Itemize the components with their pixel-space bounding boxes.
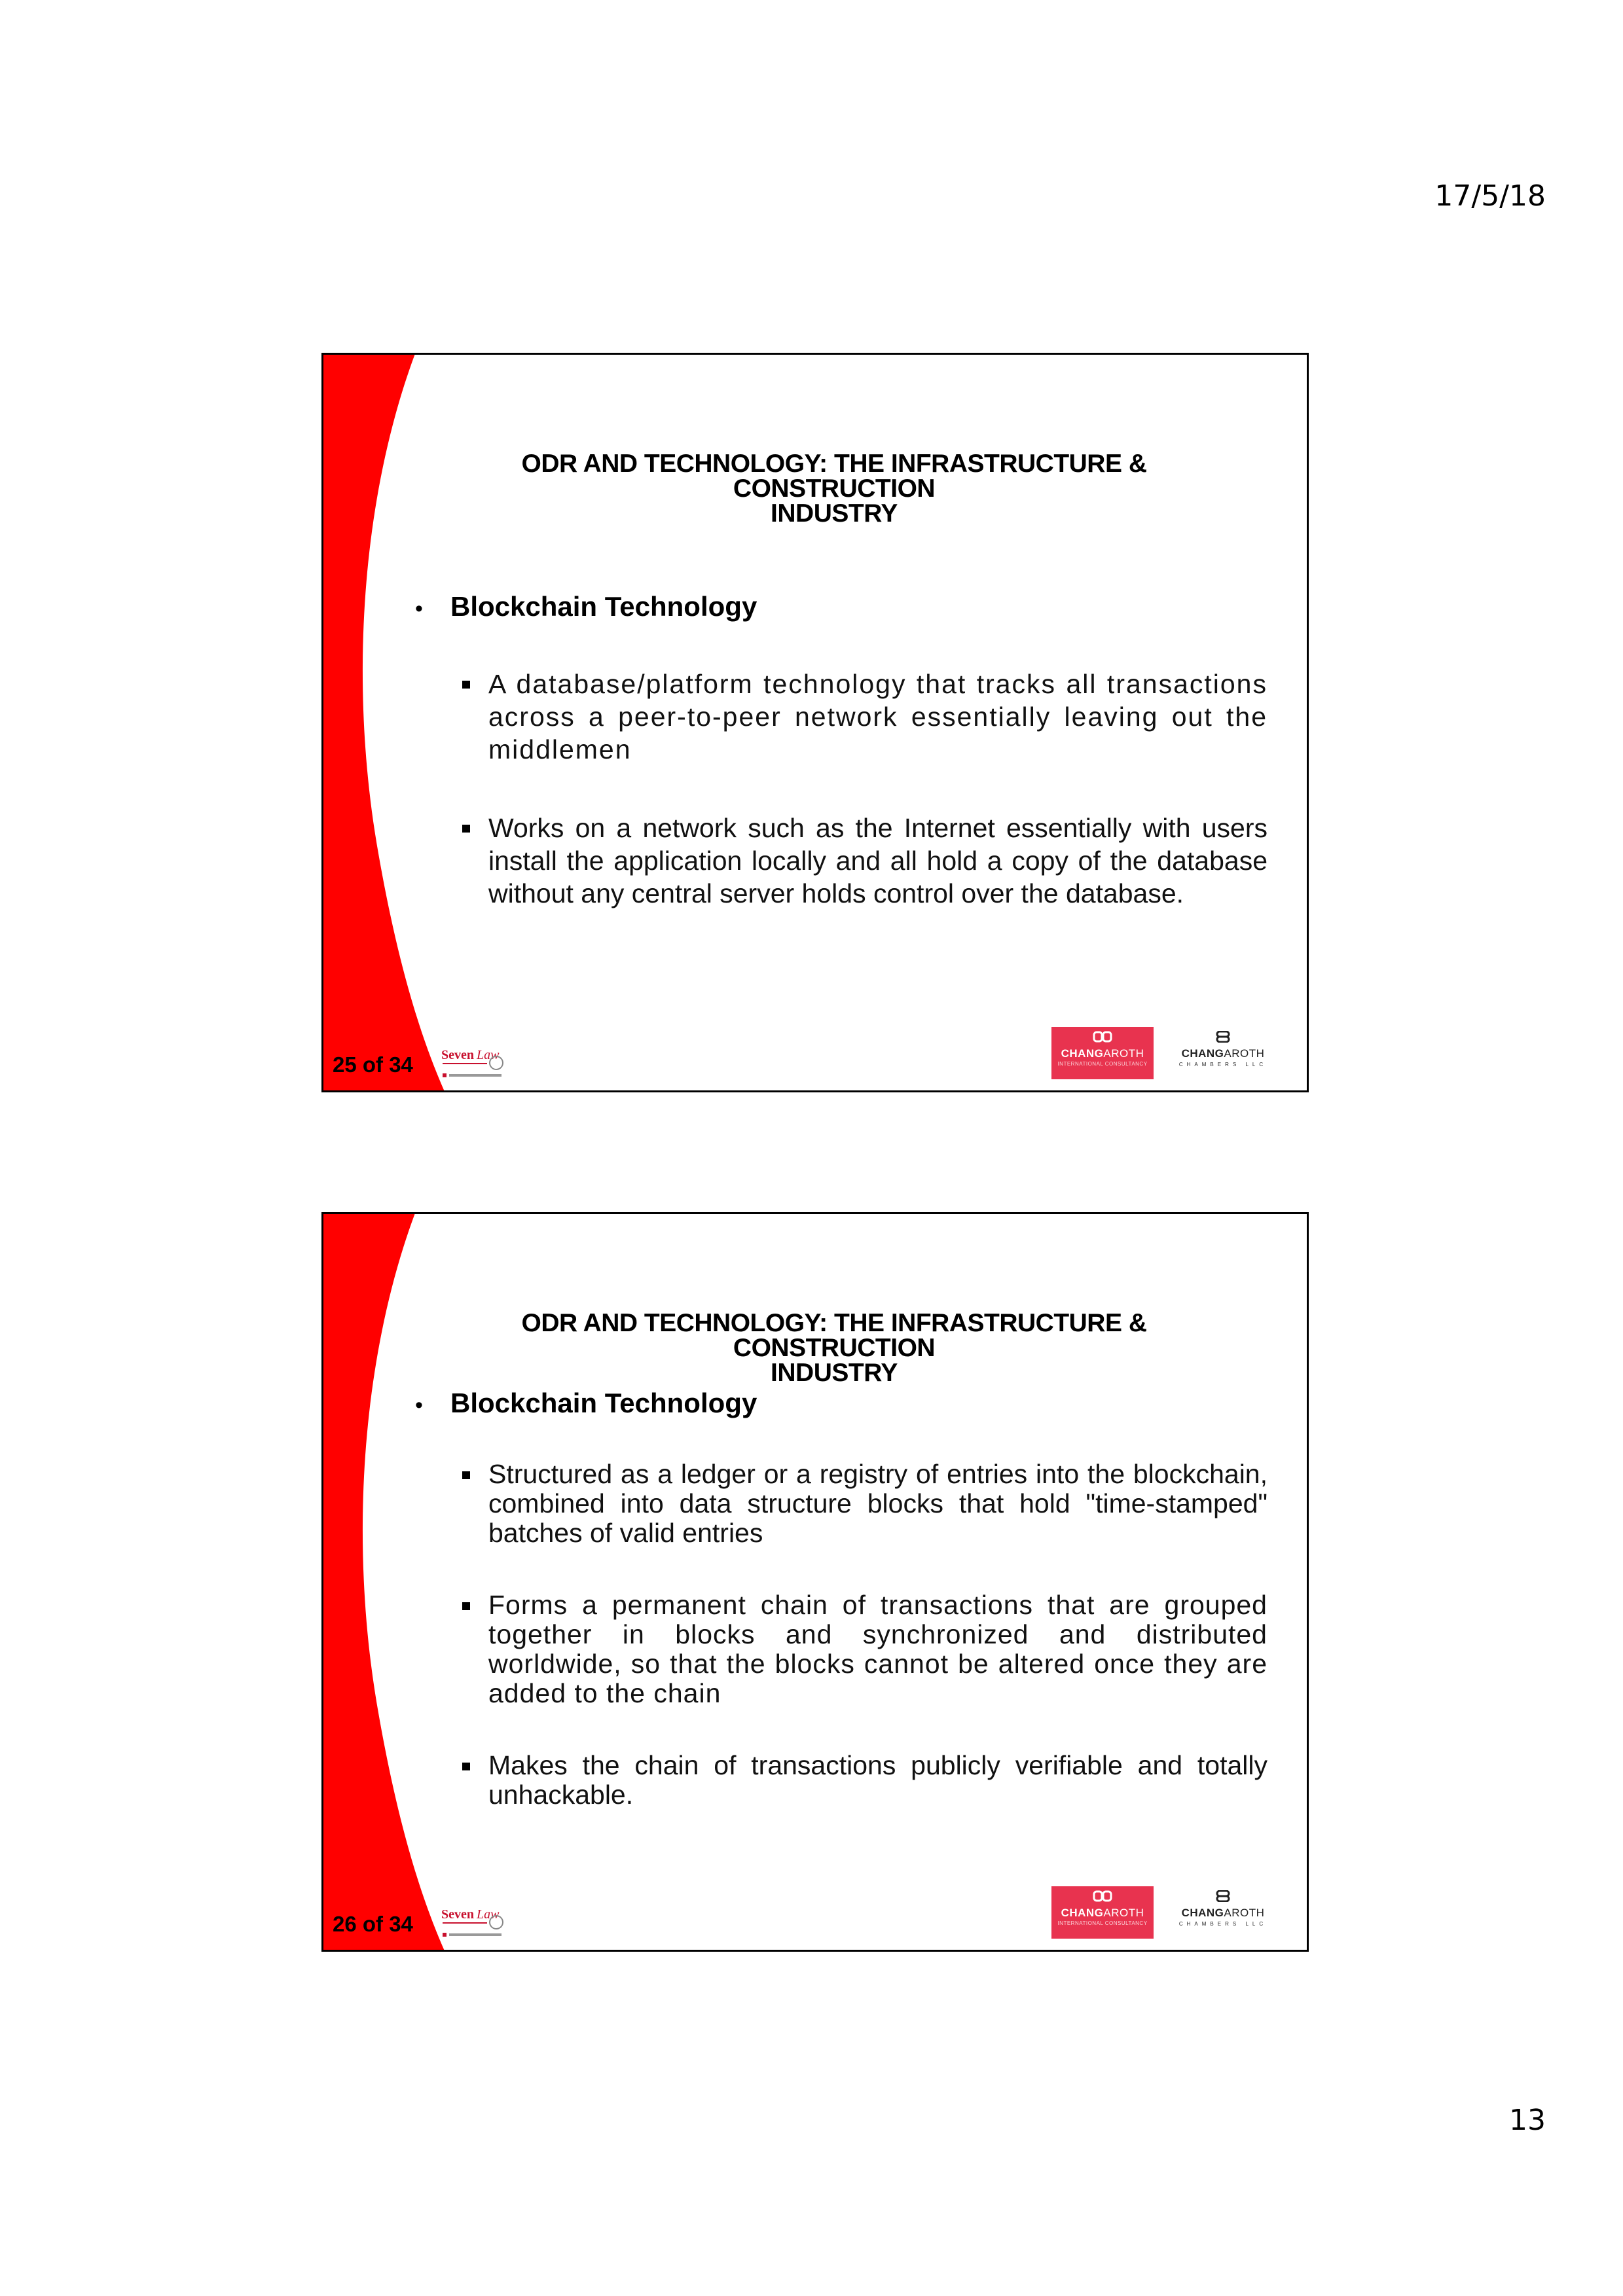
bullet-dot-icon: • xyxy=(415,596,423,621)
changaroth-consultancy-logo: CHANGAROTH INTERNATIONAL CONSULTANCY xyxy=(1051,1027,1154,1079)
svg-text:Law: Law xyxy=(477,1907,500,1922)
square-bullet-icon xyxy=(462,1471,470,1479)
changaroth-chambers-logo: CHANGAROTH CHAMBERS LLC xyxy=(1172,1027,1274,1079)
svg-text:Seven: Seven xyxy=(441,1048,474,1062)
sevenlaw-logo-icon xyxy=(440,1903,504,1942)
changaroth-link-icon xyxy=(1213,1890,1233,1902)
changaroth-link-icon xyxy=(1093,1031,1112,1043)
slide-counter: 26 of 34 xyxy=(333,1912,413,1936)
slide-title: ODR AND TECHNOLOGY: THE INFRASTRUCTURE & CONSTRUCTION INDUSTRY xyxy=(521,1309,1147,1387)
slide-title: ODR AND TECHNOLOGY: THE INFRASTRUCTURE & CONSTRUCTION INDUSTRY xyxy=(521,450,1147,528)
list-item: Forms a permanent chain of transactions that are grouped together in blocks and synchronized and distributed worldwide, so that the blocks cannot be altered once they are added to the chain xyxy=(462,1590,1267,1708)
list-item: Makes the chain of transactions publicly verifiable and totally unhackable. xyxy=(462,1751,1267,1810)
bullet-blockchain-technology: • Blockchain Technology xyxy=(415,1386,1240,1423)
changaroth-consultancy-logo: CHANGAROTH INTERNATIONAL CONSULTANCY xyxy=(1051,1886,1154,1939)
list-item: Structured as a ledger or a registry of entries into the blockchain, combined into data structure blocks that hold "time-stamped" batches of valid entries xyxy=(462,1460,1267,1548)
square-bullet-icon xyxy=(462,1763,470,1770)
bullet-blockchain-technology: • Blockchain Technology xyxy=(415,589,1240,626)
bullet-dot-icon: • xyxy=(415,1393,423,1418)
list-item: A database/platform technology that tracks all transactions across a peer-to-peer network essentially leaving out the middlemen xyxy=(462,668,1267,766)
square-bullet-icon xyxy=(462,681,470,689)
sevenlaw-logo-icon xyxy=(440,1043,504,1083)
svg-text:Law: Law xyxy=(477,1048,500,1062)
square-bullet-icon xyxy=(462,1602,470,1610)
sub-bullet-list xyxy=(462,1460,1267,1810)
page-number: 13 xyxy=(1509,2104,1546,2137)
slide-25 xyxy=(321,353,1309,1092)
changaroth-link-icon xyxy=(1093,1890,1112,1902)
sub-bullet-list xyxy=(462,668,1267,910)
list-item: Works on a network such as the Internet essentially with users install the application locally and all hold a copy of the database without any central server holds control over the database. xyxy=(462,812,1267,910)
changaroth-chambers-logo: CHANGAROTH CHAMBERS LLC xyxy=(1172,1886,1274,1939)
slide-counter: 25 of 34 xyxy=(333,1052,413,1077)
svg-text:Seven: Seven xyxy=(441,1907,474,1922)
slide-26 xyxy=(321,1212,1309,1952)
changaroth-link-icon xyxy=(1213,1031,1233,1043)
page-date: 17/5/18 xyxy=(1434,179,1546,213)
square-bullet-icon xyxy=(462,825,470,833)
